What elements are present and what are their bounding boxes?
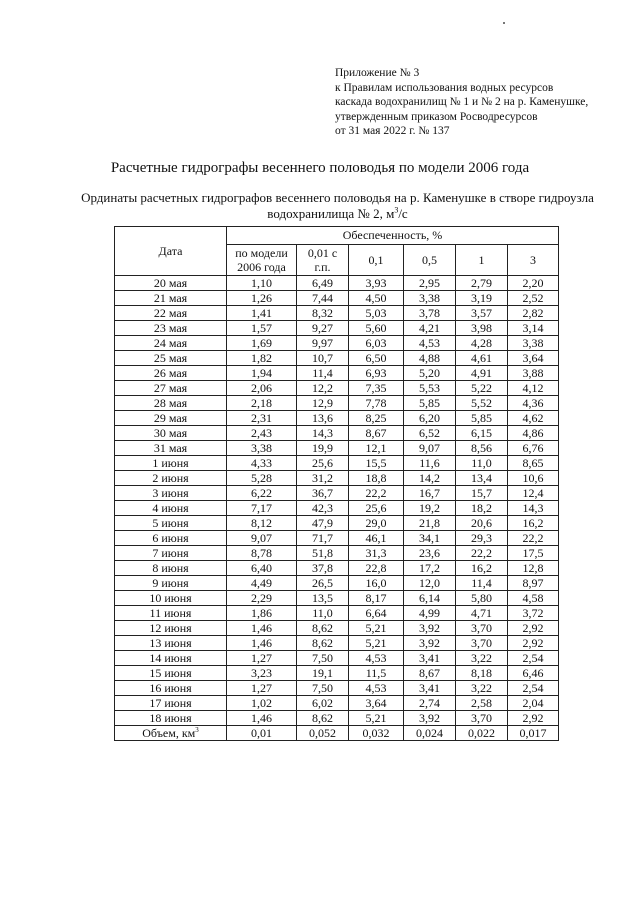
value-cell: 8,62 (297, 621, 349, 636)
date-cell: 3 июня (115, 486, 227, 501)
value-cell: 1,46 (227, 711, 297, 726)
value-cell: 19,2 (404, 501, 456, 516)
value-cell: 13,4 (456, 471, 508, 486)
value-cell: 6,52 (404, 426, 456, 441)
value-cell: 8,67 (349, 426, 404, 441)
value-cell: 4,91 (456, 366, 508, 381)
caption-text: водохранилища № 2, м (267, 206, 395, 221)
header-row-1 (115, 227, 559, 245)
value-cell: 12,4 (508, 486, 559, 501)
value-cell: 1,27 (227, 651, 297, 666)
value-cell: 18,8 (349, 471, 404, 486)
value-cell: 46,1 (349, 531, 404, 546)
value-cell: 6,14 (404, 591, 456, 606)
value-cell: 16,0 (349, 576, 404, 591)
value-cell: 8,65 (508, 456, 559, 471)
value-cell: 1,46 (227, 636, 297, 651)
volume-label-text: Объем, км (142, 726, 196, 740)
table-row (115, 426, 559, 441)
value-cell: 1,82 (227, 351, 297, 366)
value-cell: 6,64 (349, 606, 404, 621)
value-cell: 6,20 (404, 411, 456, 426)
table-row (115, 486, 559, 501)
value-cell: 3,70 (456, 711, 508, 726)
value-cell: 20,6 (456, 516, 508, 531)
date-cell: 9 июня (115, 576, 227, 591)
value-cell: 22,2 (349, 486, 404, 501)
value-cell: 25,6 (349, 501, 404, 516)
value-cell: 2,58 (456, 696, 508, 711)
date-cell: 2 июня (115, 471, 227, 486)
value-cell: 2,18 (227, 396, 297, 411)
table-row (115, 381, 559, 396)
value-cell: 8,67 (404, 666, 456, 681)
value-cell: 2,04 (508, 696, 559, 711)
value-cell: 5,21 (349, 621, 404, 636)
date-cell: 14 июня (115, 651, 227, 666)
value-cell: 8,62 (297, 711, 349, 726)
volume-cell: 0,032 (349, 726, 404, 741)
value-cell: 4,12 (508, 381, 559, 396)
value-cell: 4,28 (456, 336, 508, 351)
table-row (115, 681, 559, 696)
value-cell: 16,2 (456, 561, 508, 576)
value-cell: 9,07 (227, 531, 297, 546)
value-cell: 6,46 (508, 666, 559, 681)
value-cell: 5,80 (456, 591, 508, 606)
table-row (115, 306, 559, 321)
value-cell: 4,58 (508, 591, 559, 606)
value-cell: 13,6 (297, 411, 349, 426)
value-cell: 4,49 (227, 576, 297, 591)
value-cell: 8,32 (297, 306, 349, 321)
value-cell: 3,98 (456, 321, 508, 336)
date-cell: 24 мая (115, 336, 227, 351)
value-cell: 4,33 (227, 456, 297, 471)
value-cell: 3,38 (508, 336, 559, 351)
value-cell: 9,07 (404, 441, 456, 456)
value-cell: 2,31 (227, 411, 297, 426)
value-cell: 2,06 (227, 381, 297, 396)
value-cell: 2,92 (508, 636, 559, 651)
value-cell: 7,44 (297, 291, 349, 306)
value-cell: 3,92 (404, 621, 456, 636)
appendix-header (335, 66, 625, 139)
table-row (115, 471, 559, 486)
date-cell: 21 мая (115, 291, 227, 306)
value-cell: 31,2 (297, 471, 349, 486)
value-cell: 9,97 (297, 336, 349, 351)
value-cell: 2,52 (508, 291, 559, 306)
appendix-line: каскада водохранилищ № 1 и № 2 на р. Каменушке, (335, 96, 589, 108)
appendix-line: утвержденным приказом Росводресурсов (335, 110, 538, 123)
value-cell: 22,2 (508, 531, 559, 546)
value-cell: 18,2 (456, 501, 508, 516)
value-cell: 17,5 (508, 546, 559, 561)
value-cell: 15,5 (349, 456, 404, 471)
date-cell: 27 мая (115, 381, 227, 396)
value-cell: 5,21 (349, 636, 404, 651)
value-cell: 4,86 (508, 426, 559, 441)
table-row (115, 711, 559, 726)
value-cell: 42,3 (297, 501, 349, 516)
volume-cell: 0,052 (297, 726, 349, 741)
value-cell: 3,41 (404, 651, 456, 666)
value-cell: 4,62 (508, 411, 559, 426)
value-cell: 2,54 (508, 651, 559, 666)
date-cell: 12 июня (115, 621, 227, 636)
value-cell: 3,92 (404, 636, 456, 651)
value-cell: 2,92 (508, 711, 559, 726)
value-cell: 5,21 (349, 711, 404, 726)
value-cell: 36,7 (297, 486, 349, 501)
column-header: 0,01 с г.п. (297, 245, 349, 276)
value-cell: 7,50 (297, 681, 349, 696)
value-cell: 8,18 (456, 666, 508, 681)
value-cell: 6,15 (456, 426, 508, 441)
value-cell: 2,79 (456, 276, 508, 291)
table-row (115, 651, 559, 666)
value-cell: 22,2 (456, 546, 508, 561)
value-cell: 5,20 (404, 366, 456, 381)
date-cell: 1 июня (115, 456, 227, 471)
value-cell: 8,56 (456, 441, 508, 456)
table-row (115, 561, 559, 576)
column-header: 0,1 (349, 245, 404, 276)
table-row (115, 396, 559, 411)
value-cell: 7,17 (227, 501, 297, 516)
appendix-line: Приложение № 3 (335, 67, 420, 79)
table-row (115, 666, 559, 681)
value-cell: 1,86 (227, 606, 297, 621)
date-cell: 29 мая (115, 411, 227, 426)
value-cell: 7,35 (349, 381, 404, 396)
probability-group-header: Обеспеченность, % (227, 227, 559, 245)
table-caption-line-1: Ординаты расчетных гидрографов весеннего половодья на р. Каменушке в створе гидроузла (81, 190, 594, 205)
value-cell: 3,38 (227, 441, 297, 456)
date-cell: 20 мая (115, 276, 227, 291)
value-cell: 12,0 (404, 576, 456, 591)
table-row (115, 276, 559, 291)
value-cell: 4,53 (404, 336, 456, 351)
value-cell: 4,36 (508, 396, 559, 411)
date-cell: 7 июня (115, 546, 227, 561)
table-body (115, 276, 559, 726)
value-cell: 1,69 (227, 336, 297, 351)
value-cell: 14,3 (297, 426, 349, 441)
value-cell: 51,8 (297, 546, 349, 561)
value-cell: 3,22 (456, 651, 508, 666)
volume-row (115, 726, 559, 741)
value-cell: 1,57 (227, 321, 297, 336)
value-cell: 14,3 (508, 501, 559, 516)
table-row (115, 591, 559, 606)
table-row (115, 501, 559, 516)
value-cell: 12,9 (297, 396, 349, 411)
value-cell: 5,28 (227, 471, 297, 486)
value-cell: 6,22 (227, 486, 297, 501)
value-cell: 4,50 (349, 291, 404, 306)
table-row (115, 576, 559, 591)
value-cell: 3,88 (508, 366, 559, 381)
date-cell: 4 июня (115, 501, 227, 516)
value-cell: 2,95 (404, 276, 456, 291)
volume-label (115, 726, 227, 741)
table-row (115, 516, 559, 531)
value-cell: 5,53 (404, 381, 456, 396)
table-row (115, 636, 559, 651)
table-caption (60, 190, 615, 222)
date-cell: 17 июня (115, 696, 227, 711)
value-cell: 8,78 (227, 546, 297, 561)
value-cell: 3,70 (456, 621, 508, 636)
value-cell: 9,27 (297, 321, 349, 336)
value-cell: 11,0 (297, 606, 349, 621)
date-cell: 11 июня (115, 606, 227, 621)
value-cell: 6,50 (349, 351, 404, 366)
value-cell: 4,53 (349, 651, 404, 666)
value-cell: 6,93 (349, 366, 404, 381)
value-cell: 15,7 (456, 486, 508, 501)
value-cell: 7,50 (297, 651, 349, 666)
value-cell: 8,25 (349, 411, 404, 426)
hydrograph-table (114, 226, 559, 741)
table-row (115, 696, 559, 711)
column-header: по модели 2006 года (227, 245, 297, 276)
value-cell: 71,7 (297, 531, 349, 546)
value-cell: 12,1 (349, 441, 404, 456)
value-cell: 5,60 (349, 321, 404, 336)
table-row (115, 336, 559, 351)
value-cell: 5,52 (456, 396, 508, 411)
value-cell: 1,26 (227, 291, 297, 306)
date-cell: 22 мая (115, 306, 227, 321)
value-cell: 2,29 (227, 591, 297, 606)
value-cell: 5,85 (404, 396, 456, 411)
value-cell: 2,74 (404, 696, 456, 711)
value-cell: 11,4 (297, 366, 349, 381)
date-cell: 25 мая (115, 351, 227, 366)
value-cell: 2,54 (508, 681, 559, 696)
value-cell: 1,41 (227, 306, 297, 321)
value-cell: 19,1 (297, 666, 349, 681)
value-cell: 6,03 (349, 336, 404, 351)
value-cell: 12,8 (508, 561, 559, 576)
document-title: Расчетные гидрографы весеннего половодья по модели 2006 года (110, 160, 530, 176)
appendix-line: от 31 мая 2022 г. № 137 (335, 125, 450, 137)
value-cell: 8,12 (227, 516, 297, 531)
value-cell: 22,8 (349, 561, 404, 576)
table-row (115, 291, 559, 306)
value-cell: 5,03 (349, 306, 404, 321)
value-cell: 7,78 (349, 396, 404, 411)
value-cell: 37,8 (297, 561, 349, 576)
table-row (115, 546, 559, 561)
value-cell: 3,22 (456, 681, 508, 696)
value-cell: 16,2 (508, 516, 559, 531)
table-row (115, 621, 559, 636)
date-cell: 16 июня (115, 681, 227, 696)
value-cell: 1,27 (227, 681, 297, 696)
value-cell: 29,3 (456, 531, 508, 546)
value-cell: 11,4 (456, 576, 508, 591)
value-cell: 1,94 (227, 366, 297, 381)
date-cell: 13 июня (115, 636, 227, 651)
value-cell: 29,0 (349, 516, 404, 531)
volume-unit-exponent: 3 (195, 726, 199, 734)
date-cell: 28 мая (115, 396, 227, 411)
volume-cell: 0,01 (227, 726, 297, 741)
value-cell: 6,40 (227, 561, 297, 576)
date-cell: 15 июня (115, 666, 227, 681)
value-cell: 3,93 (349, 276, 404, 291)
value-cell: 3,64 (508, 351, 559, 366)
value-cell: 8,97 (508, 576, 559, 591)
value-cell: 2,20 (508, 276, 559, 291)
value-cell: 16,7 (404, 486, 456, 501)
value-cell: 3,23 (227, 666, 297, 681)
value-cell: 4,71 (456, 606, 508, 621)
value-cell: 11,0 (456, 456, 508, 471)
value-cell: 14,2 (404, 471, 456, 486)
value-cell: 3,92 (404, 711, 456, 726)
value-cell: 1,10 (227, 276, 297, 291)
value-cell: 3,41 (404, 681, 456, 696)
table-row (115, 441, 559, 456)
date-cell: 10 июня (115, 591, 227, 606)
caption-unit-exponent: 3 (394, 205, 399, 215)
value-cell: 8,17 (349, 591, 404, 606)
value-cell: 10,6 (508, 471, 559, 486)
value-cell: 11,5 (349, 666, 404, 681)
value-cell: 31,3 (349, 546, 404, 561)
value-cell: 5,22 (456, 381, 508, 396)
value-cell: 5,85 (456, 411, 508, 426)
value-cell: 12,2 (297, 381, 349, 396)
date-cell: 31 мая (115, 441, 227, 456)
date-cell: 18 июня (115, 711, 227, 726)
value-cell: 6,49 (297, 276, 349, 291)
value-cell: 11,6 (404, 456, 456, 471)
column-header: 0,5 (404, 245, 456, 276)
value-cell: 4,61 (456, 351, 508, 366)
table-row (115, 411, 559, 426)
value-cell: 3,19 (456, 291, 508, 306)
value-cell: 26,5 (297, 576, 349, 591)
value-cell: 8,62 (297, 636, 349, 651)
value-cell: 2,92 (508, 621, 559, 636)
value-cell: 6,76 (508, 441, 559, 456)
caption-unit-tail: /с (398, 206, 408, 221)
value-cell: 1,02 (227, 696, 297, 711)
value-cell: 4,88 (404, 351, 456, 366)
value-cell: 10,7 (297, 351, 349, 366)
value-cell: 3,57 (456, 306, 508, 321)
date-cell: 8 июня (115, 561, 227, 576)
table-row (115, 456, 559, 471)
date-cell: 6 июня (115, 531, 227, 546)
value-cell: 3,64 (349, 696, 404, 711)
value-cell: 4,21 (404, 321, 456, 336)
value-cell: 34,1 (404, 531, 456, 546)
scan-speck (503, 22, 505, 24)
date-cell: 26 мая (115, 366, 227, 381)
value-cell: 2,82 (508, 306, 559, 321)
table-row (115, 366, 559, 381)
column-header: 3 (508, 245, 559, 276)
value-cell: 47,9 (297, 516, 349, 531)
value-cell: 4,99 (404, 606, 456, 621)
value-cell: 19,9 (297, 441, 349, 456)
value-cell: 6,02 (297, 696, 349, 711)
value-cell: 21,8 (404, 516, 456, 531)
date-cell: 23 мая (115, 321, 227, 336)
table-caption-line-2 (60, 206, 615, 222)
table-row (115, 531, 559, 546)
date-cell: 5 июня (115, 516, 227, 531)
volume-cell: 0,017 (508, 726, 559, 741)
value-cell: 3,72 (508, 606, 559, 621)
value-cell: 13,5 (297, 591, 349, 606)
column-header: 1 (456, 245, 508, 276)
value-cell: 25,6 (297, 456, 349, 471)
value-cell: 3,78 (404, 306, 456, 321)
value-cell: 1,46 (227, 621, 297, 636)
value-cell: 3,14 (508, 321, 559, 336)
table-row (115, 321, 559, 336)
appendix-line: к Правилам использования водных ресурсов (335, 81, 554, 94)
date-cell: 30 мая (115, 426, 227, 441)
value-cell: 2,43 (227, 426, 297, 441)
volume-cell: 0,022 (456, 726, 508, 741)
value-cell: 23,6 (404, 546, 456, 561)
value-cell: 3,38 (404, 291, 456, 306)
value-cell: 3,70 (456, 636, 508, 651)
value-cell: 17,2 (404, 561, 456, 576)
volume-cell: 0,024 (404, 726, 456, 741)
table-row (115, 606, 559, 621)
table-row (115, 351, 559, 366)
value-cell: 4,53 (349, 681, 404, 696)
date-column-header: Дата (115, 227, 227, 276)
